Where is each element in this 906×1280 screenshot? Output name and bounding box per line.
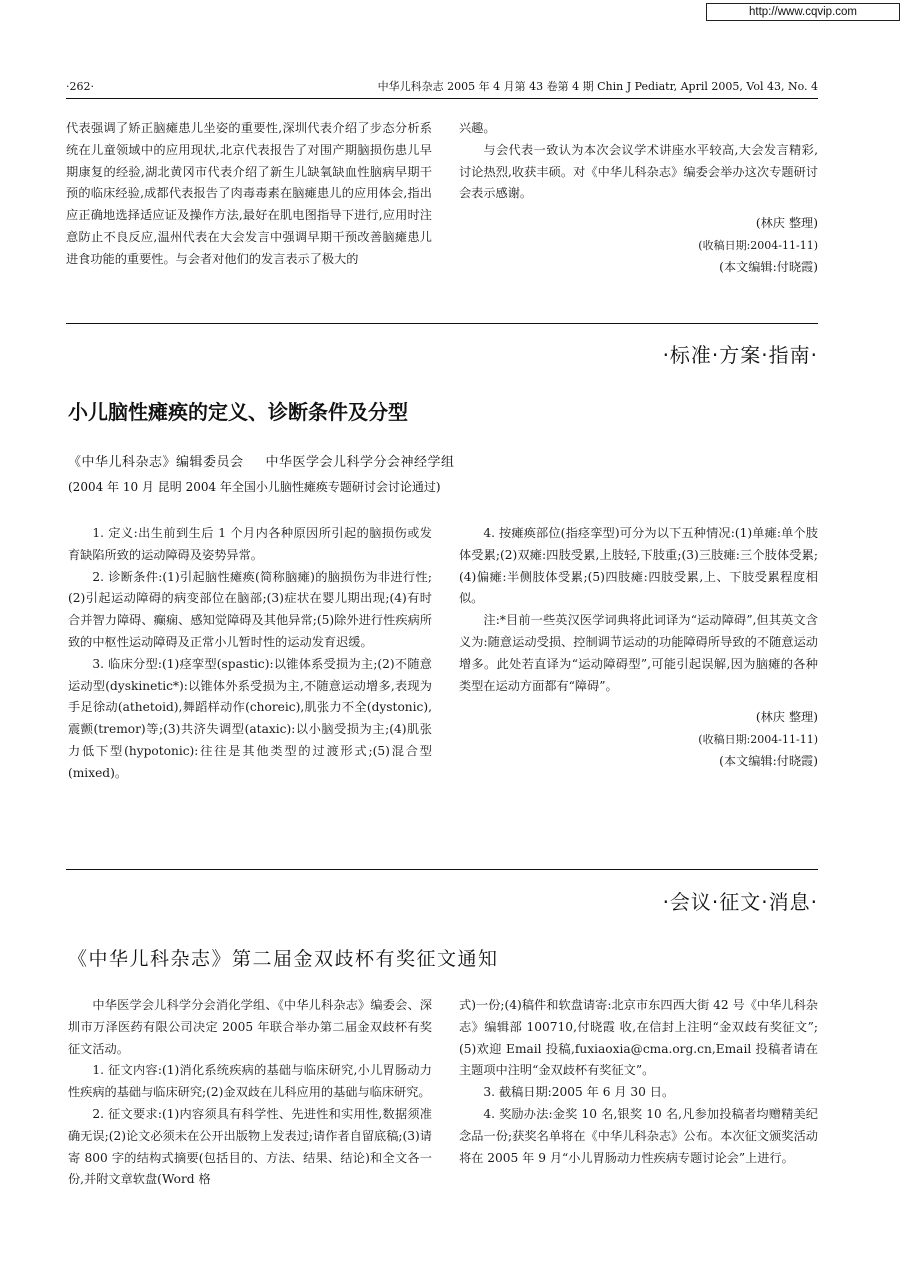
paralysis-location-paragraph: 4. 按瘫痪部位(指痉挛型)可分为以下五种情况:(1)单瘫:单个肢体受累;(2)双瘫:四肢受累,上肢轻,下肢重;(3)三肢瘫:三个肢体受累;(4)偏瘫:半侧肢体受累;(5)四肢瘫:四肢受累,上、下肢受累程度相似。 [459, 526, 818, 606]
editor-credit: (本文编辑:付晓霞) [719, 259, 818, 274]
header-rule [66, 98, 818, 99]
contest-requirements-paragraph: 2. 征文要求:(1)内容须具有科学性、先进性和实用性,数据须准确无误;(2)论文必须未在公开出版物上发表过;请作者自留底稿;(3)请寄 800 字的结构式摘要(包括目的、方法、结果、结论)和全文各一份,并附文章软盘(Word 格 [68, 1106, 432, 1187]
article-authors [68, 453, 455, 473]
top-right-paragraph-1: 兴趣。 [459, 121, 496, 135]
editor-credit: (本文编辑:付晓霞) [719, 753, 818, 768]
running-header [66, 78, 818, 96]
signature: (林庆 整理) [755, 216, 818, 231]
article-approval-note: (2004 年 10 月 昆明 2004 年全国小儿脑性瘫痪专题研讨会讨论通过) [68, 480, 441, 494]
section-heading-meetings: ·会议·征文·消息· [662, 890, 818, 914]
received-date: (收稿日期:2004-11-11) [698, 238, 818, 252]
contest-submission-paragraph: 式)一份;(4)稿件和软盘请寄:北京市东四西大街 42 号《中华儿科杂志》编辑部 100710,付晓霞 收,在信封上注明“金双歧有奖征文”;(5)欢迎 Email 投稿,fuxiaoxia@cma.org.cn,Email 投稿者请在主题项中注明“金双歧杯有奖征文”。 [459, 998, 818, 1078]
source-url-box[interactable]: http://www.cqvip.com [706, 3, 900, 21]
contest-intro-paragraph: 中华医学会儿科学分会消化学组、《中华儿科杂志》编委会、深圳市万泽医药有限公司决定 2005 年联合举办第二届金双歧杯有奖征文活动。 [68, 998, 432, 1056]
journal-info: 中华儿科杂志 2005 年 4 月第 43 卷第 4 期 Chin J Pediatr, April 2005, Vol 43, No. 4 [377, 80, 818, 93]
contest-awards-paragraph: 4. 奖励办法:金奖 10 名,银奖 10 名,凡参加投稿者均赠精美纪念品一份;获奖名单将在《中华儿科杂志》公布。本次征文颁奖活动将在 2005 年 9 月“小儿胃肠动力性疾病专题讨论会”上进行。 [459, 1106, 818, 1165]
section2-left-column [68, 995, 432, 1191]
article-title-cerebral-palsy: 小儿脑性瘫痪的定义、诊断条件及分型 [68, 400, 408, 424]
footnote-paragraph: 注:*目前一些英汉医学词典将此词译为“运动障碍”,但其英文含义为:随意运动受损、控制调节运动的功能障碍所导致的不随意运动增多。此处若直译为“运动障碍型”,可能引起误解,因为脑瘫的各种类型在运动方面都有“障碍”。 [459, 613, 818, 693]
article-title-essay-contest: 《中华儿科杂志》第二届金双歧杯有奖征文通知 [68, 948, 499, 970]
classification-paragraph: 3. 临床分型:(1)痉挛型(spastic):以锥体系受损为主;(2)不随意运动型(dyskinetic*):以锥体外系受损为主,不随意运动增多,表现为手足徐动(athetoid),舞蹈样动作(choreic),肌张力不全(dystonic),震颤(tremor)等;(3)共济失调型(ataxic):以小脑受损为主;(4)肌张力低下型(hypotonic):往往是其他类型的过渡形式;(5)混合型(mixed)。 [68, 656, 432, 780]
top-right-column [459, 118, 818, 279]
contest-content-paragraph: 1. 征文内容:(1)消化系统疾病的基础与临床研究,小儿胃肠动力性疾病的基础与临床研究;(2)金双歧在儿科应用的基础与临床研究。 [68, 1063, 432, 1100]
contest-deadline-paragraph: 3. 截稿日期:2005 年 6 月 30 日。 [483, 1085, 675, 1100]
section1-right-column [459, 523, 818, 773]
section-rule-2 [66, 869, 818, 870]
top-left-column [66, 118, 432, 271]
author-editorial-board: 《中华儿科杂志》编辑委员会 [68, 455, 244, 470]
top-right-paragraph-2: 与会代表一致认为本次会议学术讲座水平较高,大会发言精彩,讨论热烈,收获丰硕。对《中华儿科杂志》编委会举办这次专题研讨会表示感谢。 [459, 142, 818, 201]
section2-right-column [459, 995, 818, 1169]
page-number: ·262· [66, 80, 94, 93]
section-heading-standards: ·标准·方案·指南· [662, 343, 818, 367]
definition-paragraph: 1. 定义:出生前到生后 1 个月内各种原因所引起的脑损伤或发育缺陷所致的运动障碍及姿势异常。 [68, 526, 432, 562]
diagnosis-paragraph: 2. 诊断条件:(1)引起脑性瘫痪(简称脑瘫)的脑损伤为非进行性;(2)引起运动障碍的病变部位在脑部;(3)症状在婴儿期出现;(4)有时合并智力障碍、癫痫、感知觉障碍及其他异常;(5)除外进行性疾病所致的中枢性运动障碍及正常小儿暂时性的运动发育迟缓。 [68, 569, 432, 649]
section1-left-column [68, 523, 432, 785]
signature: (林庆 整理) [755, 710, 818, 725]
section-rule-1 [66, 323, 818, 324]
top-left-paragraph: 代表强调了矫正脑瘫患儿坐姿的重要性,深圳代表介绍了步态分析系统在儿童领域中的应用现状,北京代表报告了对围产期脑损伤患儿早期康复的经验,湖北黄冈市代表介绍了新生儿缺氧缺血性脑病早期干预的临床经验,成都代表报告了肉毒毒素在脑瘫患儿的应用体会,指出应正确地选择适应证及操作方法,最好在肌电图指导下进行,应用时注意防止不良反应,温州代表在大会发言中强调早期干预改善脑瘫患儿进食功能的重要性。与会者对他们的发言表示了极大的 [66, 121, 432, 266]
received-date: (收稿日期:2004-11-11) [698, 733, 818, 747]
author-neurology-group: 中华医学会儿科学分会神经学组 [265, 455, 455, 470]
